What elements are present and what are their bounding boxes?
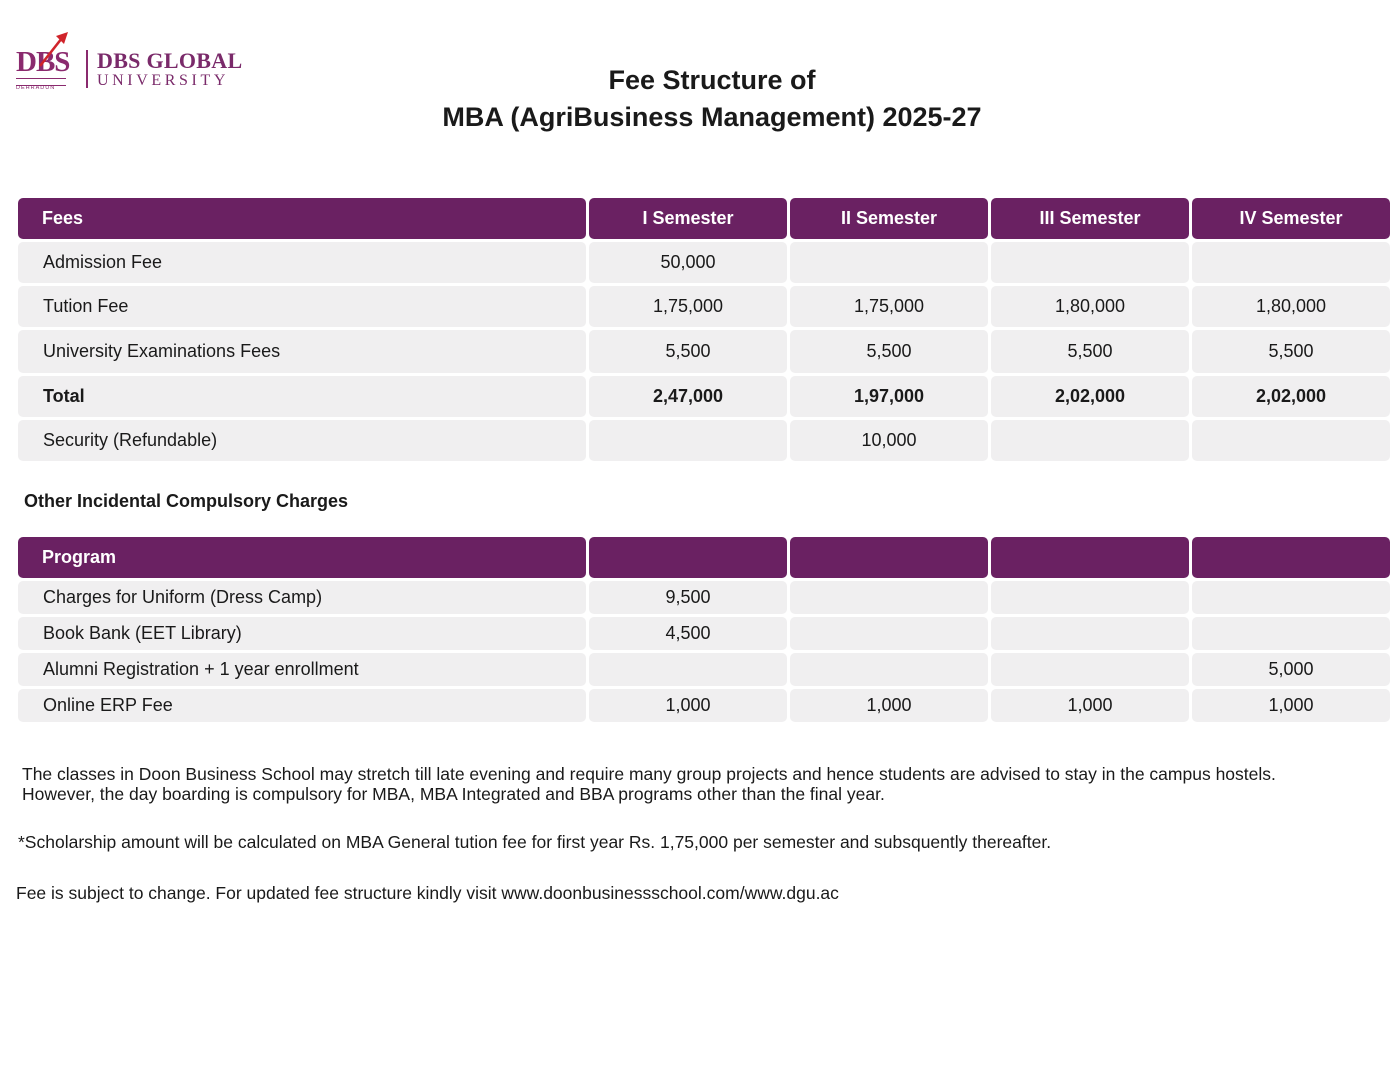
- title-line2: MBA (AgriBusiness Management) 2025-27: [442, 102, 982, 132]
- table-cell: 50,000: [589, 242, 787, 283]
- title-line1: Fee Structure of: [608, 65, 816, 95]
- table-cell: 5,500: [589, 330, 787, 373]
- table-cell: 1,000: [1192, 689, 1390, 722]
- table-cell: 1,97,000: [790, 376, 988, 417]
- header-cell: [589, 537, 787, 578]
- header-cell: II Semester: [790, 198, 988, 239]
- other-charges-table: [18, 537, 1391, 725]
- header-cell: [790, 537, 988, 578]
- table-row: [18, 689, 1391, 722]
- dbs-city: DEHRADUN: [16, 85, 56, 91]
- table-cell: [589, 653, 787, 686]
- table-cell: [991, 617, 1189, 650]
- header-cell: Program: [18, 537, 586, 578]
- row-label: Charges for Uniform (Dress Camp): [18, 581, 586, 614]
- header-cell: [991, 537, 1189, 578]
- table-cell: [991, 242, 1189, 283]
- table-cell: 5,500: [1192, 330, 1390, 373]
- table-cell: 10,000: [790, 420, 988, 461]
- table-cell: 9,500: [589, 581, 787, 614]
- table-cell: 1,75,000: [589, 286, 787, 327]
- table-cell: [991, 420, 1189, 461]
- dbs-letters: DBS: [16, 46, 70, 78]
- table-cell: [991, 581, 1189, 614]
- table-cell: 1,80,000: [991, 286, 1189, 327]
- hostel-note-line1: The classes in Doon Business School may stretch till late evening and require many group projects and hence students are advised to stay in the campus hostels.: [22, 764, 1276, 784]
- row-label: Admission Fee: [18, 242, 586, 283]
- row-label: Online ERP Fee: [18, 689, 586, 722]
- header-cell: [1192, 537, 1390, 578]
- table-cell: [790, 617, 988, 650]
- table-cell: 5,000: [1192, 653, 1390, 686]
- table-cell: [790, 653, 988, 686]
- table-row: [18, 286, 1391, 327]
- header-cell: III Semester: [991, 198, 1189, 239]
- row-label: Tution Fee: [18, 286, 586, 327]
- table-row: [18, 617, 1391, 650]
- table-cell: [1192, 581, 1390, 614]
- table-cell: 5,500: [790, 330, 988, 373]
- logo-name-line2: UNIVERSITY: [97, 72, 229, 89]
- table-cell: 2,47,000: [589, 376, 787, 417]
- header-cell: Fees: [18, 198, 586, 239]
- row-label: Book Bank (EET Library): [18, 617, 586, 650]
- table-cell: 4,500: [589, 617, 787, 650]
- table-cell: [790, 581, 988, 614]
- table-header-row: [18, 537, 1391, 578]
- table-cell: 1,75,000: [790, 286, 988, 327]
- table-cell: 1,000: [991, 689, 1189, 722]
- table-cell: [589, 420, 787, 461]
- table-cell: [1192, 242, 1390, 283]
- page-title: [0, 62, 1400, 136]
- scholarship-note: *Scholarship amount will be calculated on MBA General tution fee for first year Rs. 1,75,000 per semester and subsquently thereafter.: [18, 832, 1052, 852]
- row-label: University Examinations Fees: [18, 330, 586, 373]
- fees-table: [18, 198, 1391, 464]
- row-label: Total: [18, 376, 586, 417]
- section-heading: Other Incidental Compulsory Charges: [24, 491, 349, 511]
- table-cell: 5,500: [991, 330, 1189, 373]
- table-cell: [991, 653, 1189, 686]
- table-cell: [1192, 617, 1390, 650]
- row-label: Alumni Registration + 1 year enrollment: [18, 653, 586, 686]
- table-row: [18, 653, 1391, 686]
- table-row: [18, 420, 1391, 461]
- hostel-note-line2: However, the day boarding is compulsory for MBA, MBA Integrated and BBA programs other than the final year.: [22, 784, 885, 804]
- table-row: [18, 581, 1391, 614]
- table-cell: 2,02,000: [991, 376, 1189, 417]
- table-row: [18, 242, 1391, 283]
- table-row: [18, 330, 1391, 373]
- fee-change-note: Fee is subject to change. For updated fee structure kindly visit www.doonbusinessschool.com/www.dgu.ac: [16, 883, 839, 903]
- table-cell: 1,000: [589, 689, 787, 722]
- hostel-note: [22, 764, 1392, 804]
- table-header-row: [18, 198, 1391, 239]
- table-cell: 2,02,000: [1192, 376, 1390, 417]
- header-cell: I Semester: [589, 198, 787, 239]
- logo-name-line1: DBS GLOBAL: [97, 48, 243, 73]
- table-cell: 1,000: [790, 689, 988, 722]
- table-cell: 1,80,000: [1192, 286, 1390, 327]
- row-label: Security (Refundable): [18, 420, 586, 461]
- table-cell: [790, 242, 988, 283]
- total-row: [18, 376, 1391, 417]
- table-cell: [1192, 420, 1390, 461]
- header-cell: IV Semester: [1192, 198, 1390, 239]
